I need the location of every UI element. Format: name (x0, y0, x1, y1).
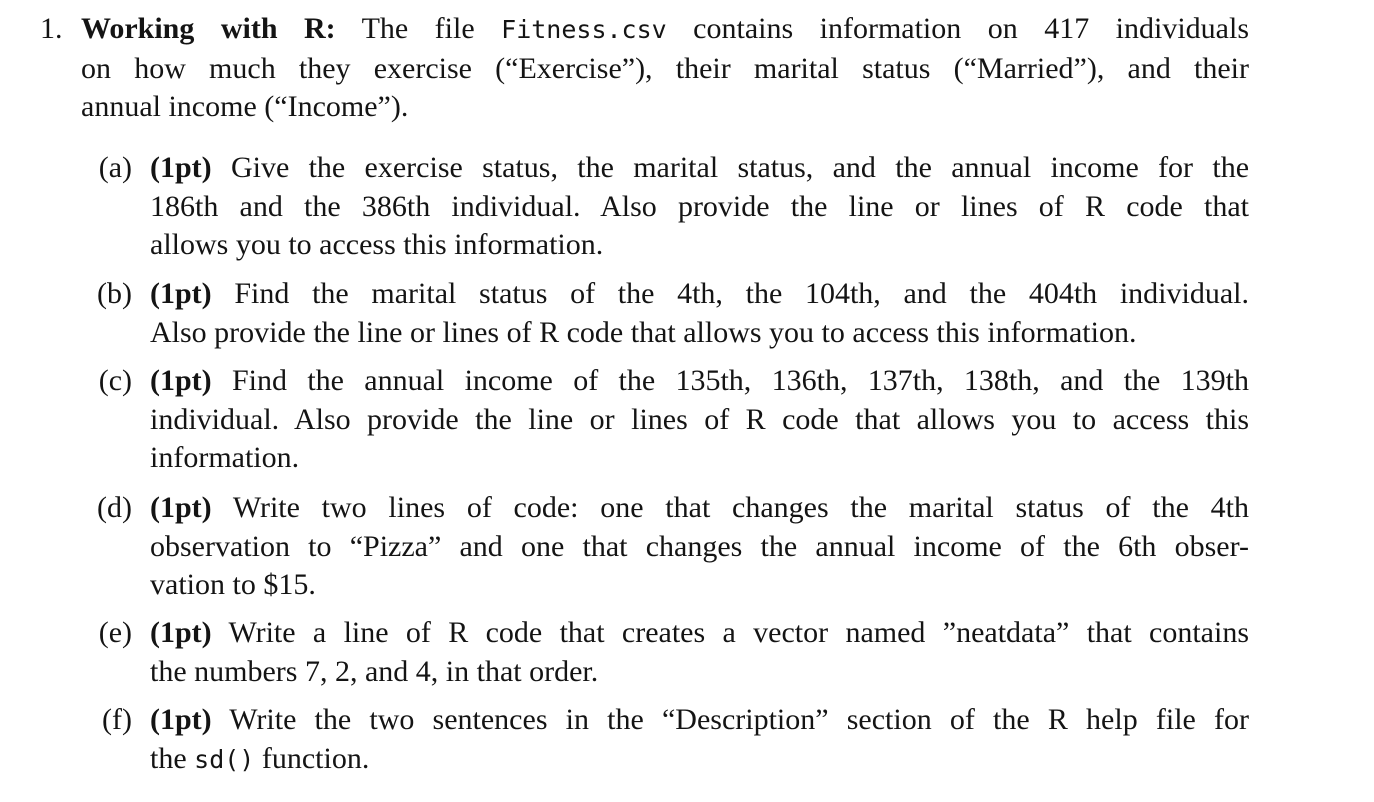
part-label: (f) (102, 703, 132, 736)
function-code: sd() (194, 744, 255, 774)
intro-line-3: annual income (“Income”). (81, 90, 409, 123)
part-label: (b) (97, 277, 132, 310)
points-label: (1pt) (150, 703, 212, 736)
part-body: (1pt) Write a line of R code that creates a vector named ”neatdata” that contains the numbers 7, 2, and 4, in that order. (150, 616, 1249, 688)
part-body: (1pt) Find the marital status of the 4th, the 104th, and the 404th individual. Also provide the line or lines of R code that allows you to access this information. (150, 277, 1250, 349)
part-label: (c) (98, 364, 132, 397)
points-label: (1pt) (150, 364, 212, 397)
filename-code: Fitness.csv (501, 15, 667, 44)
part-body: (1pt) Give the exercise status, the marital status, and the annual income for the 186th and the 386th individual. Also provide the line or lines of R code that allows you to access this information. (150, 151, 1250, 261)
question-number: 1. (40, 12, 63, 45)
points-label: (1pt) (150, 277, 212, 310)
part-body: (1pt) Find the annual income of the 135th, 136th, 137th, 138th, and the 139th individual. Also provide the line or lines of R code that allows you to access this information. (150, 364, 1250, 474)
part-label: (a) (98, 151, 132, 184)
intro-line-1: Working with R: The file Fitness.csv contains information on 417 individuals (81, 12, 1249, 45)
intro-line-2: on how much they exercise (“Exercise”), their marital status (“Married”), and their (81, 51, 1249, 85)
question-title: Working with R: (81, 12, 336, 45)
part-label: (d) (97, 491, 132, 524)
question-intro (81, 10, 1249, 127)
part-body: (1pt) Write the two sentences in the “Description” section of the R help file for the sd() function. (150, 703, 1249, 775)
points-label: (1pt) (150, 616, 212, 649)
part-body: (1pt) Write two lines of code: one that changes the marital status of the 4th observation to “Pizza” and one that changes the annual income of the 6th obser- vation to $15. (150, 491, 1249, 601)
points-label: (1pt) (150, 151, 212, 184)
part-label: (e) (98, 616, 132, 649)
points-label: (1pt) (150, 491, 212, 524)
